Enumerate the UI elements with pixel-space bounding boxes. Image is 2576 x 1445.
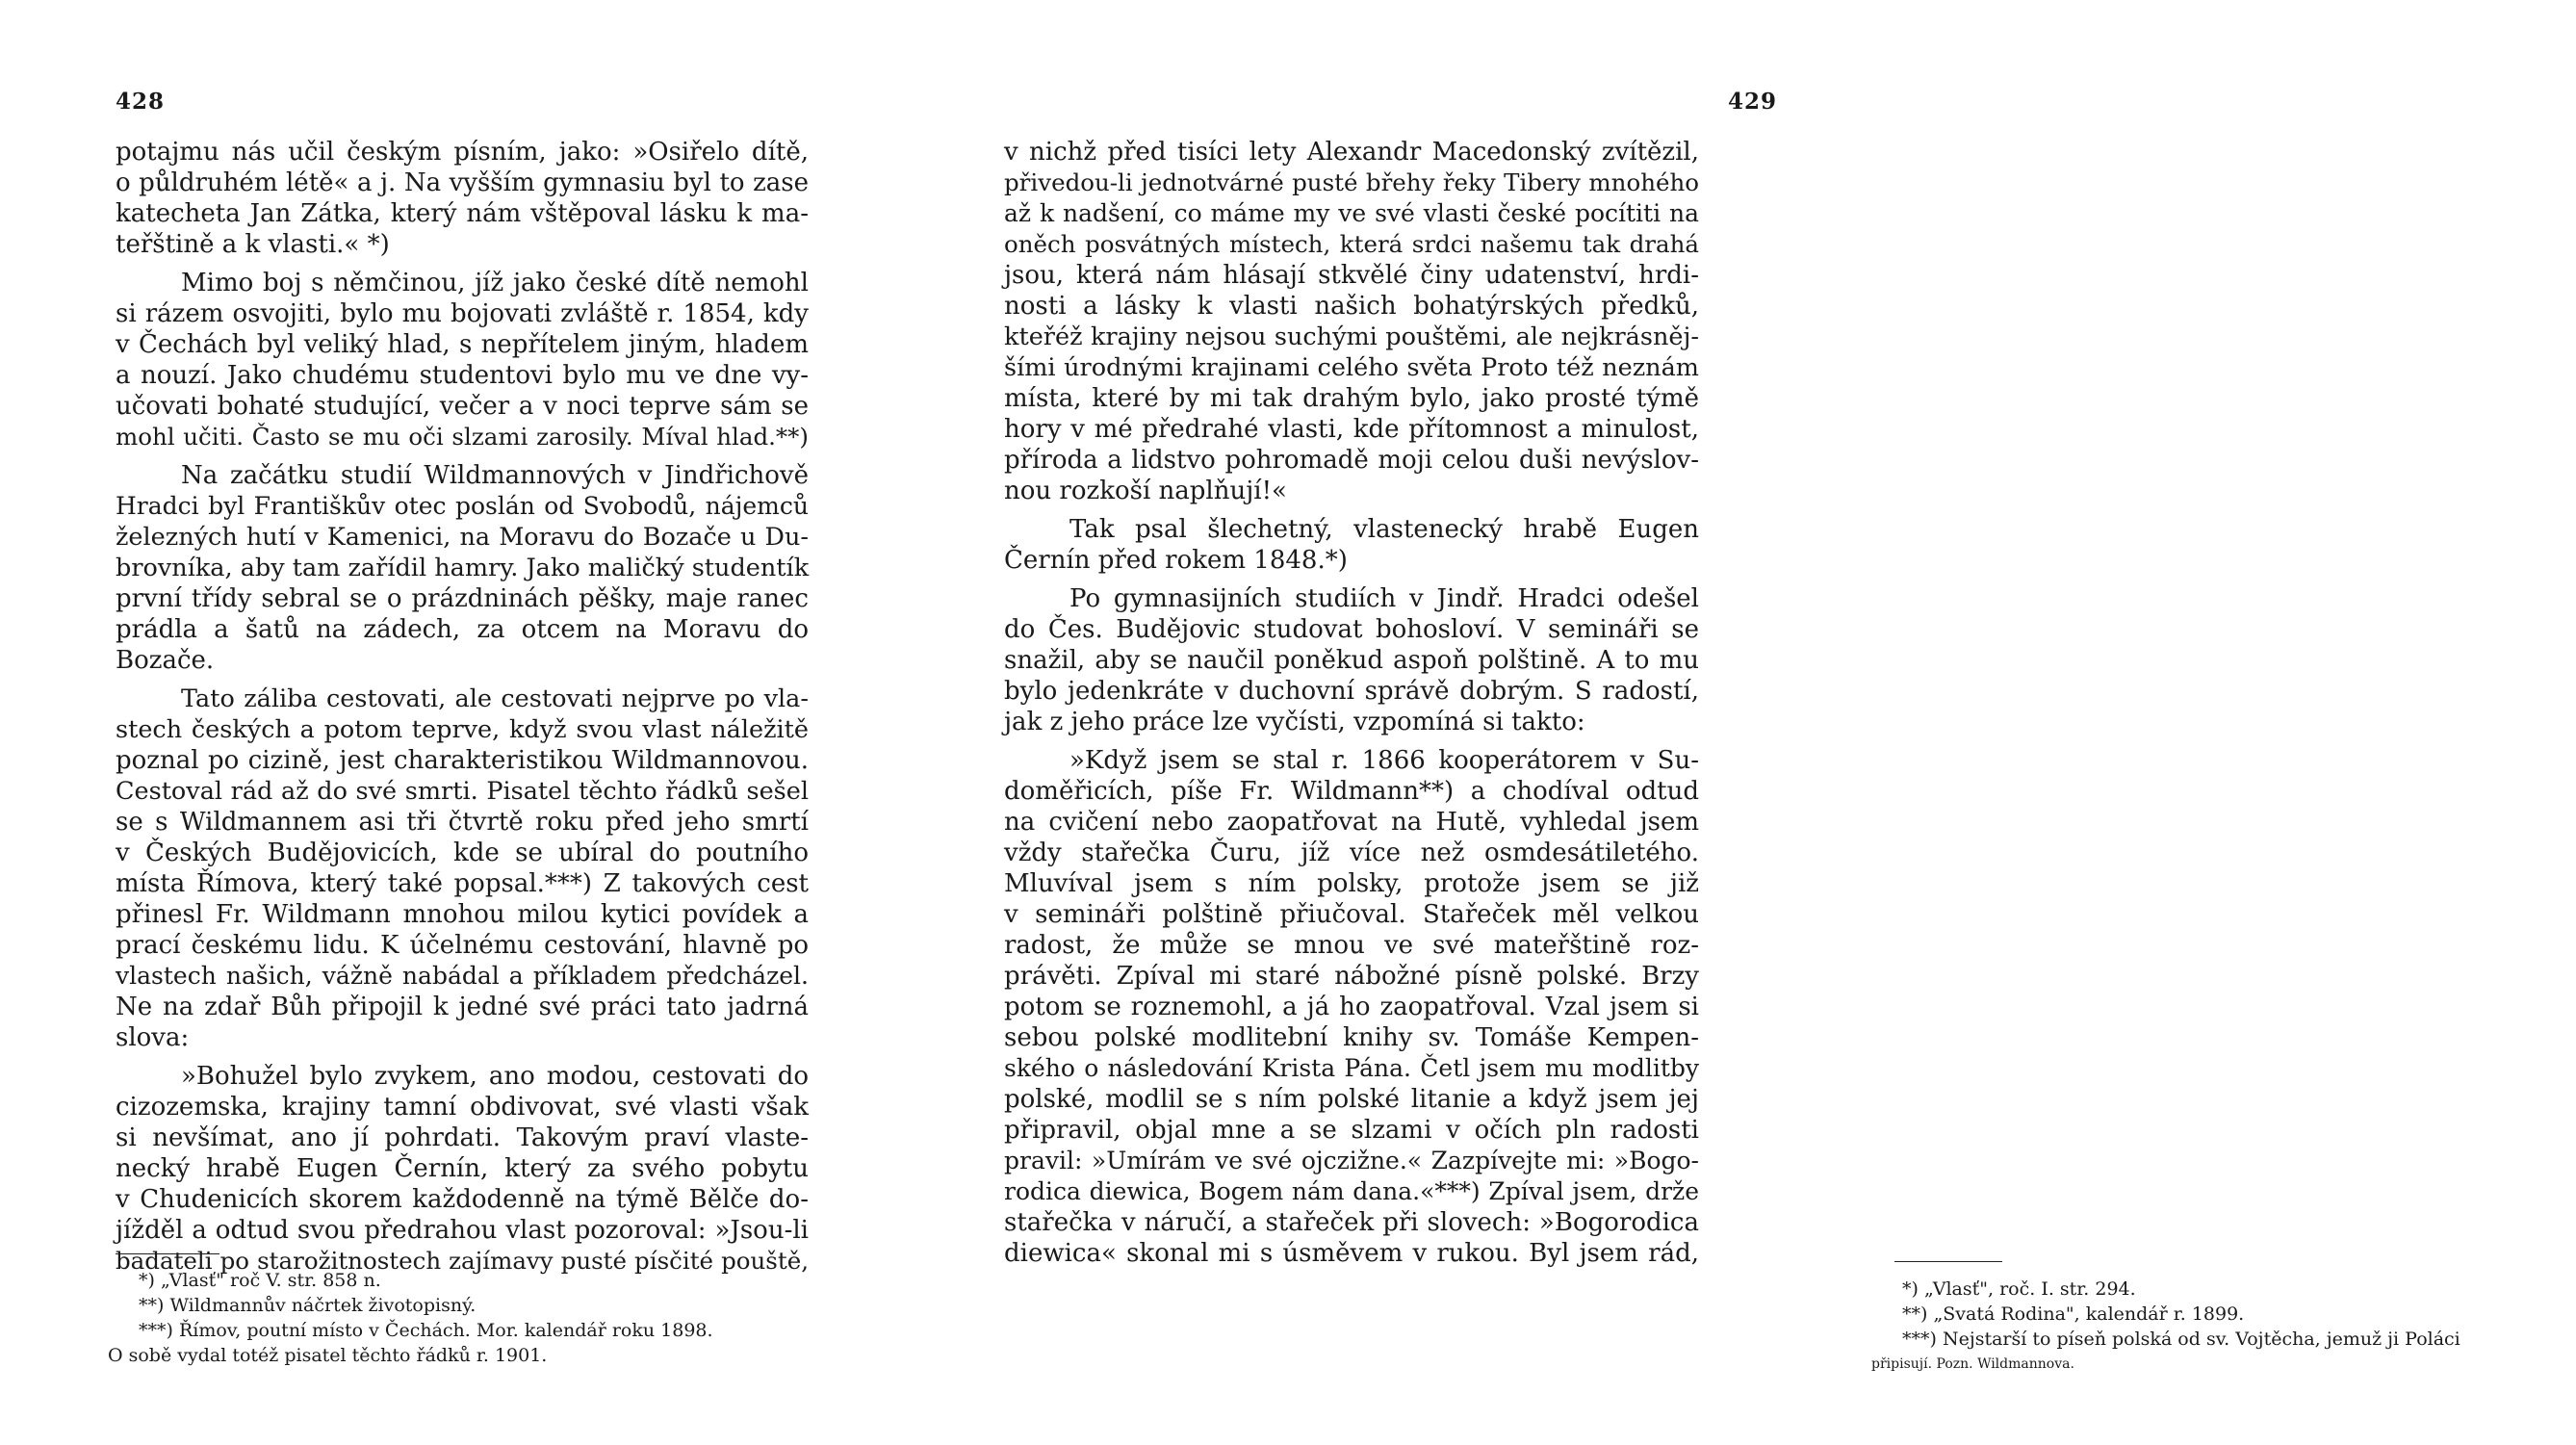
text-line: si rázem osvojiti, bylo mu bojovati zvláště r. 1854, kdy [116,299,809,328]
text-line: přinesl Fr. Wildmann mnohou milou kytici povídek a [116,900,809,929]
text-line: jak z jeho práce lze vyčísti, vzpomíná si takto: [1004,708,1585,736]
text-line: v semináři polštině přiučoval. Stařeček měl velkou [1004,900,1699,929]
text-line: rodica diewica, Bogem nám dana.«***) Zpíval jsem, drže [1004,1177,1699,1205]
footnote: ***) Římov, poutní místo v Čechách. Mor. kalendář roku 1898. [139,1320,713,1341]
page-number: 429 [1728,89,1778,115]
left-page [0,0,898,1445]
text-line: Po gymnasijních studiích v Jindř. Hradci odešel [1069,584,1699,613]
text-line: příroda a lidstvo pohromadě moji celou duši nevýslov- [1004,446,1699,475]
text-line: v Čechách byl veliký hlad, s nepřítelem jiným, hladem [116,330,809,359]
footnotes [1871,1277,2576,1377]
footnotes [108,1268,811,1368]
footnote: **) Wildmannův náčrtek životopisný. [139,1295,477,1316]
text-line: prací českému lidu. K účelnému cestování, hlavně po [116,931,809,960]
text-line: připravil, objal mne a se slzami v očích pln radosti [1004,1116,1699,1145]
text-line: bylo jedenkráte v duchovní správě dobrým. S radostí, [1004,677,1699,706]
text-line: v Českých Budějovicích, kde se ubíral do poutního [116,839,809,867]
text-line: právěti. Zpíval mi staré nábožné písně polské. Brzy [1004,962,1699,991]
text-line: místa Římova, který také popsal.***) Z takových cest [116,869,809,898]
text-line: ského o následování Krista Pána. Četl jsem mu modlitby [1004,1054,1699,1082]
text-line: necký hrabě Eugen Černín, který za svého pobytu [116,1154,809,1183]
text-line: poznal po cizině, jest charakteristikou Wildmannovou. [116,746,809,775]
text-line: přivedou-li jednotvárné pusté břehy řeky Tibery mnohého [1004,168,1699,196]
right-page [898,0,2460,1445]
text-line: »Bohužel bylo zvykem, ano modou, cestovati do [181,1062,809,1091]
text-line: Na začátku studií Wildmannových v Jindřichově [181,461,809,490]
footnote: připisují. Pozn. Wildmannova. [1871,1356,2074,1372]
text-line: potom se roznemohl, a já ho zaopatřoval. Vzal jsem si [1004,993,1699,1021]
text-line: jsou, která nám hlásají stkvělé činy udatenství, hrdi- [1004,261,1699,290]
text-line: Mimo boj s němčinou, jíž jako české dítě nemohl [181,269,809,297]
text-line: vlastech našich, vážně nabádal a příkladem předcházel. [116,962,809,990]
text-line: polské, modlil se s ním polské litanie a když jsem jej [1004,1085,1699,1114]
footnote-divider [1894,1261,2002,1262]
text-line: a nouzí. Jako chudému studentovi bylo mu ve dne vy- [116,361,809,390]
text-line: na cvičení nebo zaopatřovat na Hutě, vyhledal jsem [1004,808,1699,837]
text-line: pravil: »Umírám ve své ojczižne.« Zazpívejte mi: »Bogo- [1004,1147,1699,1174]
text-line: slova: [116,1023,190,1052]
text-line: Ne na zdař Bůh připojil k jedné své práci tato jadrná [116,993,809,1021]
text-line: Bozače. [116,646,215,675]
text-line: šími úrodnými krajinami celého světa Proto též neznám [1004,353,1699,382]
text-line: cizozemska, krajiny tamní obdivovat, své vlasti však [116,1093,809,1122]
text-line: Černín před rokem 1848.*) [1004,546,1348,575]
footnote: *) „Vlasť" roč V. str. 858 n. [139,1270,381,1291]
text-line: nosti a lásky k vlasti našich bohatýrských předků, [1004,292,1699,321]
text-line: železných hutí v Kamenici, na Moravu do Bozače u Du- [116,523,809,552]
text-line: Hradci byl Františkův otec poslán od Svobodů, nájemců [116,492,809,520]
text-line: prádla a šatů na zádech, za otcem na Moravu do [116,615,809,644]
text-line: katecheta Jan Zátka, který nám vštěpoval lásku k ma- [116,199,809,228]
text-line: mohl učiti. Často se mu oči slzami zarosily. Míval hlad.**) [116,423,809,451]
text-line: doměřicích, píše Fr. Wildmann**) a chodíval odtud [1004,777,1699,806]
text-line: diewica« skonal mi s úsměvem v rukou. Byl jsem rád, [1004,1239,1699,1268]
page-number: 428 [116,89,166,115]
body-text [116,137,809,1277]
text-line: se s Wildmannem asi tři čtvrtě roku před jeho smrtí [116,808,809,837]
text-line: do Čes. Budějovic studovat bohosloví. V semináři se [1004,615,1699,644]
text-line: jížděl a odtud svou předrahou vlast pozoroval: »Jsou-li [116,1216,809,1245]
text-line: v Chudenicích skorem každodenně na týmě Bělče do- [116,1185,809,1214]
text-line: stech českých a potom teprve, když svou vlast náležitě [116,715,809,744]
text-line: nou rozkoší naplňují!« [1004,477,1287,505]
text-line: Tato záliba cestovati, ale cestovati nejprve po vla- [181,684,809,713]
text-line: Tak psal šlechetný, vlastenecký hrabě Eugen [1069,515,1699,544]
text-line: místa, které by mi tak drahým bylo, jako prosté týmě [1004,384,1699,413]
footnote: **) „Svatá Rodina", kalendář r. 1899. [1902,1303,2245,1325]
text-line: sebou polské modlitební knihy sv. Tomáše Kempen- [1004,1023,1699,1052]
text-line: první třídy sebral se o prázdninách pěšky, maje ranec [116,584,809,613]
text-line: v nichž před tisíci lety Alexandr Macedonský zvítězil, [1004,138,1699,167]
text-line: o půldruhém létě« a j. Na vyšším gymnasiu byl to zase [116,168,809,197]
text-line: stařečka v náručí, a stařeček při slovech: »Bogorodica [1004,1208,1699,1237]
text-line: brovníka, aby tam zařídil hamry. Jako maličký studentík [116,554,810,582]
text-line: Cestoval rád až do své smrti. Pisatel těchto řádků sešel [116,777,809,806]
text-line: »Když jsem se stal r. 1866 kooperátorem v Su- [1069,746,1699,775]
text-line: učovati bohaté studující, večer a v noci teprve sám se [116,392,809,421]
text-line: oněch posvátných místech, která srdci našemu tak drahá [1004,230,1699,258]
text-line: až k nadšení, co máme my ve své vlasti české pocítiti na [1004,199,1699,227]
footnote: O sobě vydal totéž pisatel těchto řádků r. 1901. [108,1345,548,1366]
text-line: hory v mé předrahé vlasti, kde přítomnost a minulost, [1004,415,1699,444]
text-line: snažil, aby se naučil poněkud aspoň polštině. A to mu [1004,646,1699,675]
body-text [1004,137,1699,1269]
text-line: teřštině a k vlasti.« *) [116,230,390,259]
text-line: potajmu nás učil českým písním, jako: »Osiřelo dítě, [116,138,809,167]
text-line: Mluvíval jsem s ním polsky, protože jsem se již [1004,869,1699,898]
text-line: badateli po starožitnostech zajímavy pusté písčité pouště, [116,1247,809,1275]
footnote-divider [116,1253,219,1254]
text-line: vždy stařečka Čuru, jíž více než osmdesátiletého. [1004,839,1699,867]
footnote: ***) Nejstarší to píseň polská od sv. Vojtěcha, jemuž ji Poláci [1902,1329,2460,1350]
footnote: *) „Vlasť", roč. I. str. 294. [1902,1278,2136,1300]
text-line: radost, že může se mnou ve své mateřštině roz- [1004,931,1699,960]
text-line: si nevšímat, ano jí pohrdati. Takovým praví vlaste- [116,1123,809,1152]
text-line: kteřéž krajiny nejsou suchými pouštěmi, ale nejkrásněj- [1004,323,1699,351]
